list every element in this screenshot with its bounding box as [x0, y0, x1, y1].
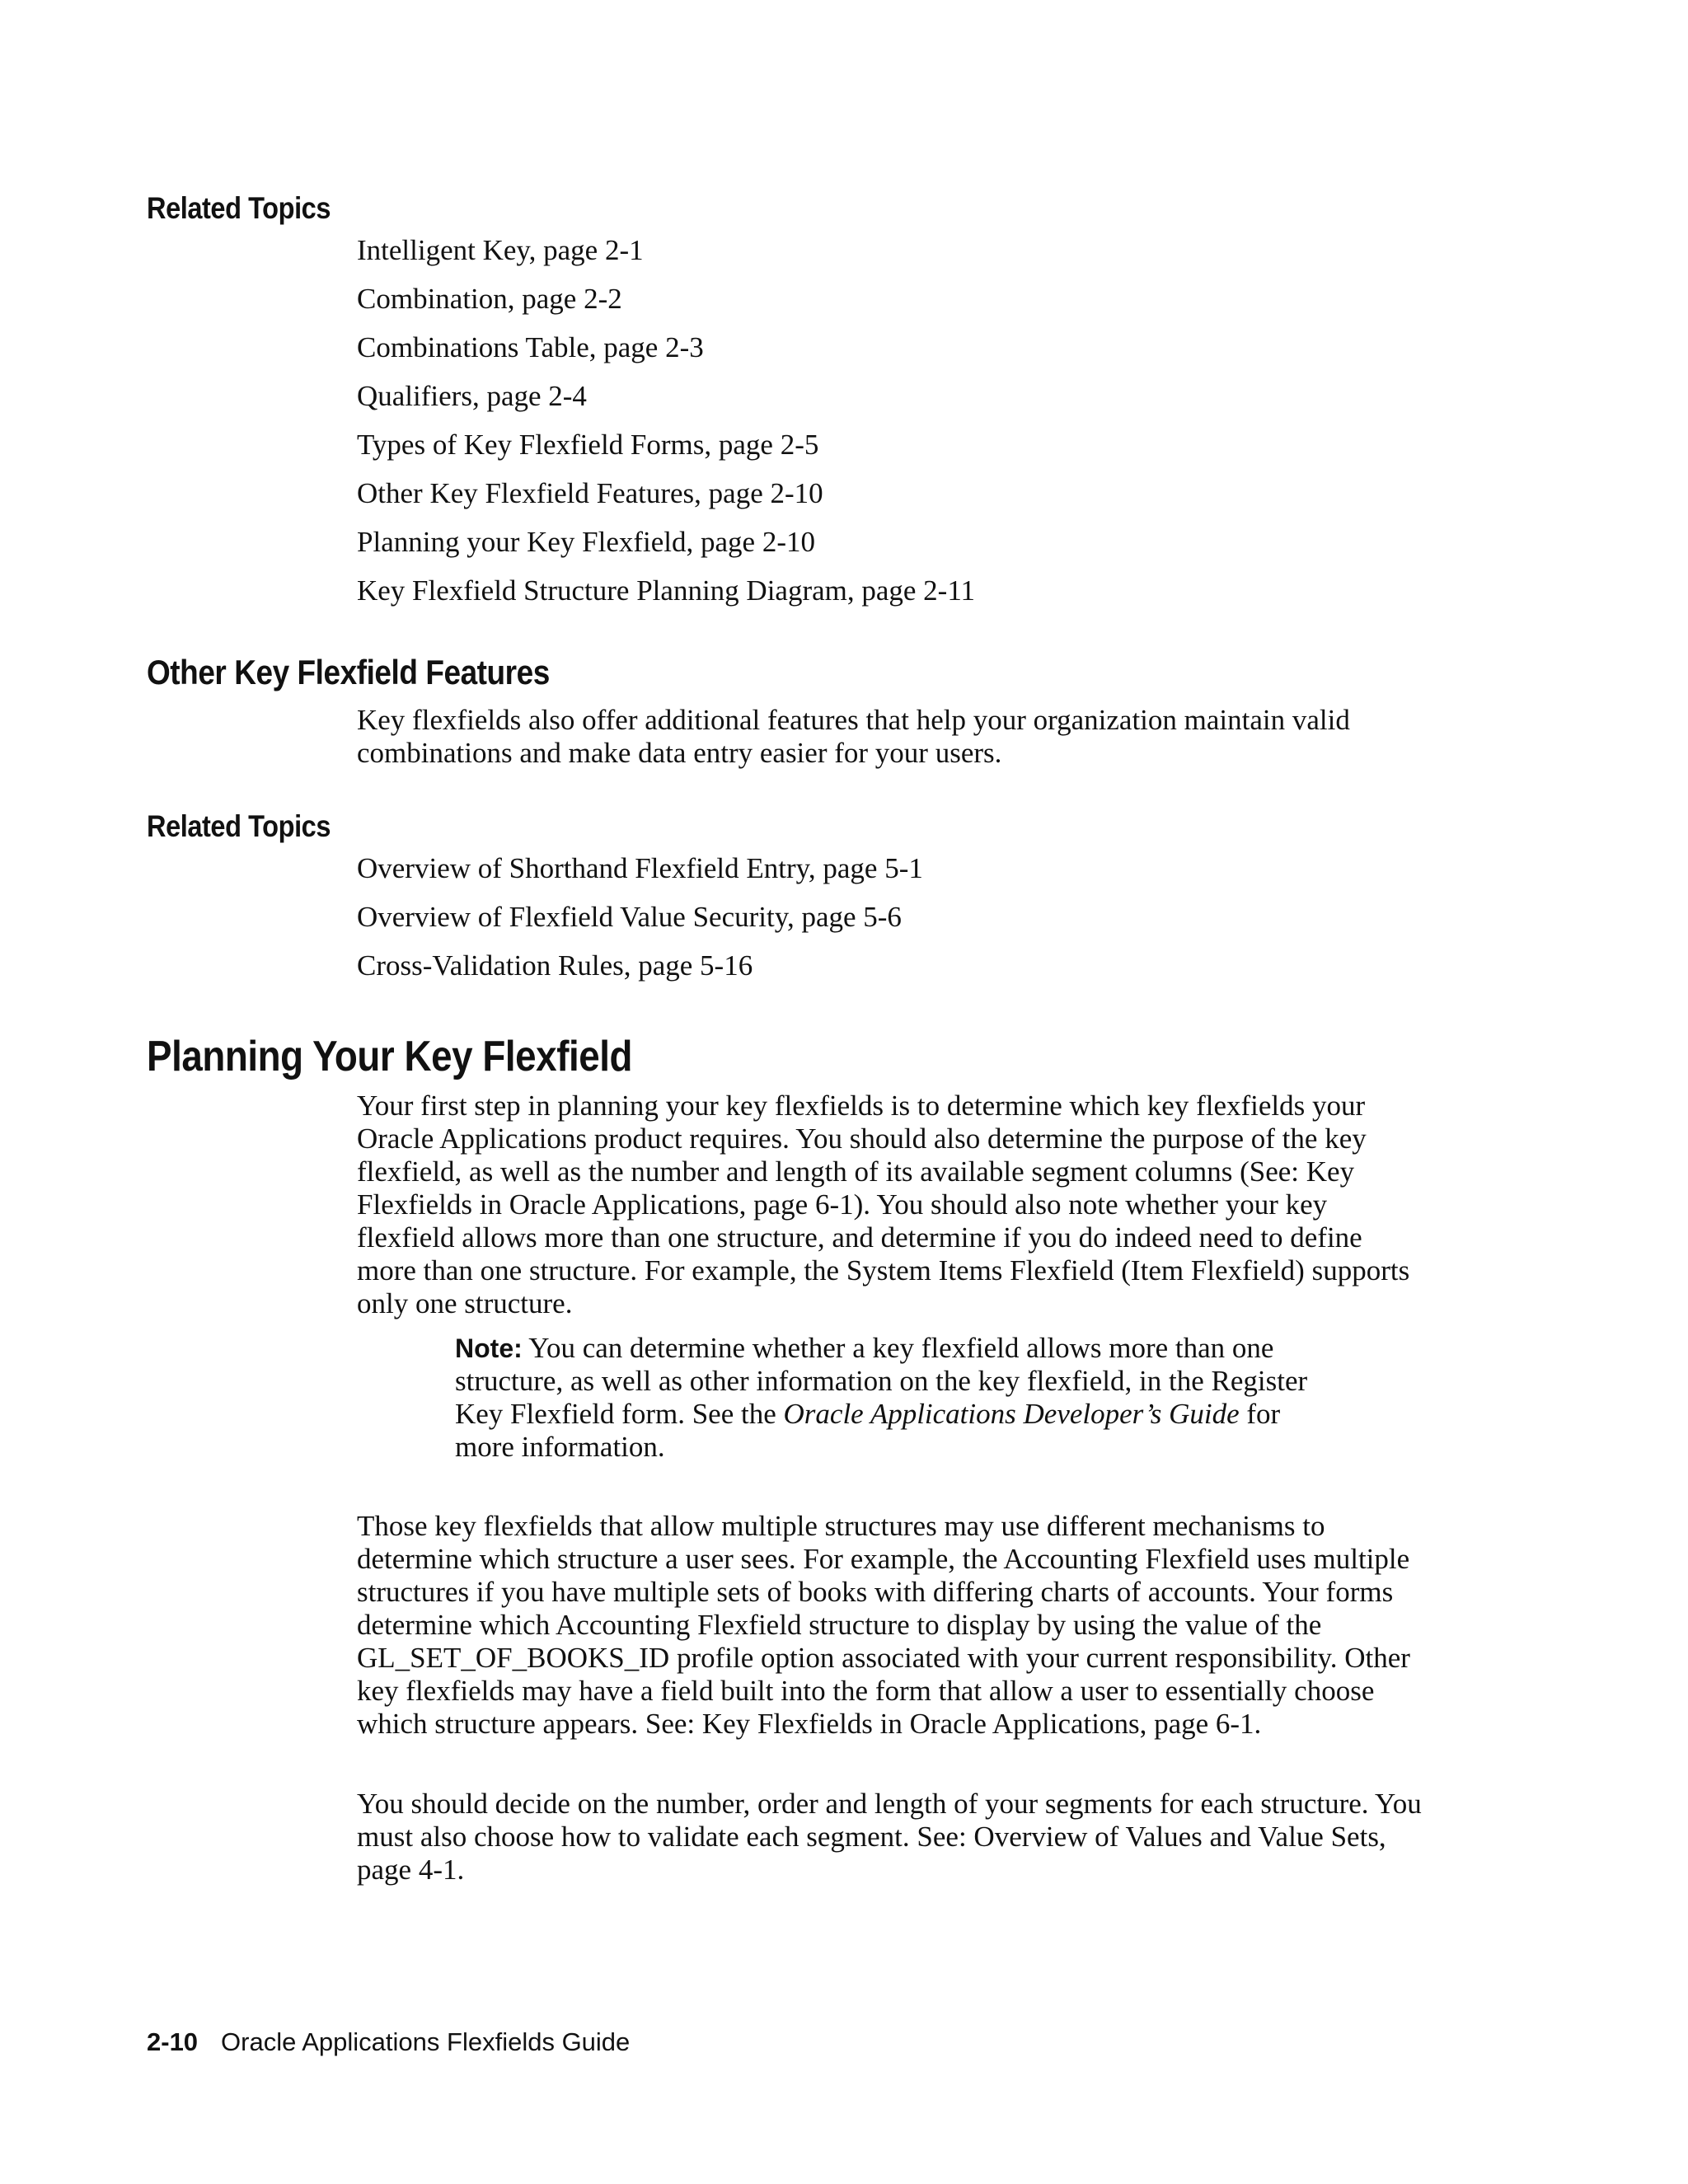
- related-topics-heading-2: Related Topics: [147, 809, 331, 843]
- topic-link-planning-diagram[interactable]: Key Flexfield Structure Planning Diagram, page 2-11: [357, 574, 976, 607]
- planning-paragraph-1: Your first step in planning your key flexfields is to determine which key flexfields your Oracle Applications product requires. You should also determine the purpose of the key flexfield, as well as the number and length of its available segment columns (See: Key Flexfields in Oracle Applications, page 6-1). You should also note whether your key flexfield allows more than one structure, and determine if you do indeed need to define more than one structure. For example, the System Items Flexfield (Item Flexfield) supports only one structure.: [357, 1090, 1410, 1319]
- topic-link-intelligent-key[interactable]: Intelligent Key, page 2-1: [357, 234, 644, 266]
- note-block: [455, 1332, 1329, 1464]
- other-features-paragraph: Key flexfields also offer additional features that help your organization maintain valid combinations and make data entry easier for your users.: [357, 704, 1350, 769]
- related-topics-heading: Related Topics: [147, 191, 331, 225]
- topic-link-other-features[interactable]: Other Key Flexfield Features, page 2-10: [357, 477, 823, 509]
- topic-link-types-of-forms[interactable]: Types of Key Flexfield Forms, page 2-5: [357, 429, 819, 461]
- topic-link-qualifiers[interactable]: Qualifiers, page 2-4: [357, 380, 587, 412]
- note-text: You can determine whether a key flexfield allows more than one structure, as well as other information on the key flexfield, in the Register Key Flexfield form. See the: [455, 1332, 1308, 1430]
- topic-link-combination[interactable]: Combination, page 2-2: [357, 283, 622, 315]
- planning-paragraph-2: Those key flexfields that allow multiple structures may use different mechanisms to determine which structure a user sees. For example, the Accounting Flexfield uses multiple structures if you have multiple sets of books with differing charts of accounts. Your forms determine which Accounting Flexfield structure to display by using the value of the GL_SET_OF_BOOKS_ID profile option associated with your current responsibility. Other key flexfields may have a field built into the form that allow a user to essentially choose which structure appears. See: Key Flexfields in Oracle Applications, page 6-1.: [357, 1510, 1410, 1740]
- topic-link-cross-validation[interactable]: Cross-Validation Rules, page 5-16: [357, 949, 753, 982]
- other-features-heading: Other Key Flexfield Features: [147, 653, 550, 691]
- note-label: Note:: [455, 1333, 523, 1363]
- topic-link-shorthand-entry[interactable]: Overview of Shorthand Flexfield Entry, page 5-1: [357, 852, 923, 884]
- related-topics-list: [357, 234, 975, 623]
- book-title: Oracle Applications Flexfields Guide: [221, 2027, 631, 2056]
- topic-link-planning[interactable]: Planning your Key Flexfield, page 2-10: [357, 526, 816, 558]
- topic-link-value-security[interactable]: Overview of Flexfield Value Security, page 5-6: [357, 901, 902, 933]
- planning-paragraph-3: You should decide on the number, order and length of your segments for each structure. You must also choose how to validate each segment. See: Overview of Values and Value Sets, page 4-1.: [357, 1788, 1422, 1886]
- related-topics-list-2: [357, 852, 923, 998]
- page-number: 2-10: [147, 2027, 199, 2056]
- note-book-title: Oracle Applications Developer’s Guide: [783, 1398, 1240, 1430]
- topic-link-combinations-table[interactable]: Combinations Table, page 2-3: [357, 331, 704, 363]
- note-text-end: for more information.: [455, 1398, 1281, 1463]
- page-footer: [147, 2027, 630, 2057]
- planning-heading: Planning Your Key Flexfield: [147, 1033, 633, 1080]
